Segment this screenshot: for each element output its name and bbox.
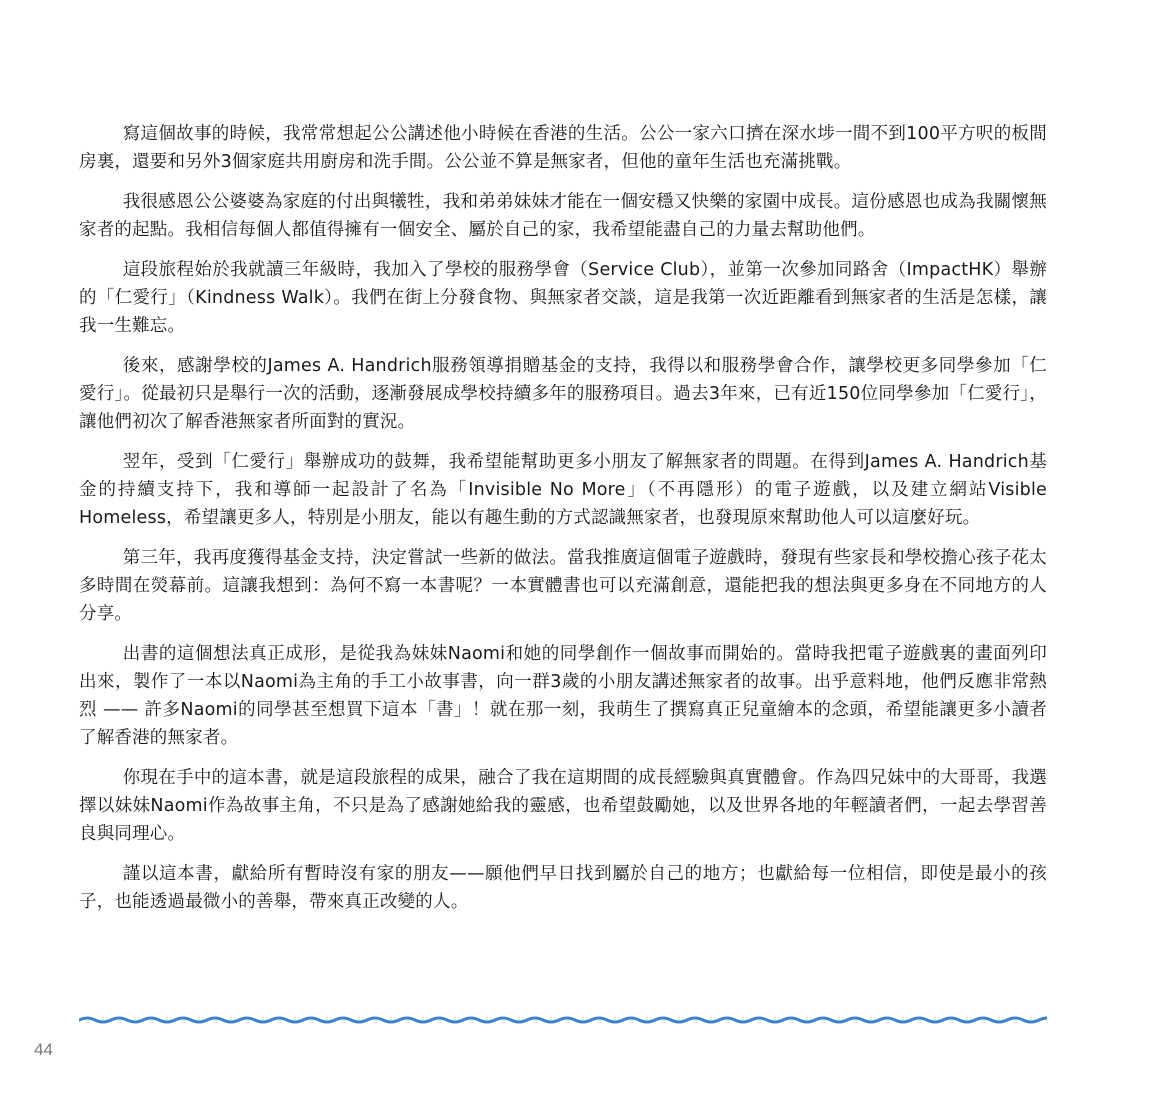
- paragraph-7: 出書的這個想法真正成形，是從我為妹妹Naomi和她的同學創作一個故事而開始的。當時我把電子遊戲裏的畫面列印出來，製作了一本以Naomi為主角的手工小故事書，向一群3歲的小朋友講述無家者的故事。出乎意料地，他們反應非常熱烈 —— 許多Naomi的同學甚至想買下這本「書」！就在那一刻，我萌生了撰寫真正兒童繪本的念頭，希望能讓更多小讀者了解香港的無家者。: [79, 644, 1047, 748]
- page-number: 44: [34, 1040, 53, 1059]
- paragraph-2: 我很感恩公公婆婆為家庭的付出與犧牲，我和弟弟妹妹才能在一個安穩又快樂的家園中成長。這份感恩也成為我關懷無家者的起點。我相信每個人都值得擁有一個安全、屬於自己的家，我希望能盡自己的力量去幫助他們。: [79, 192, 1047, 240]
- paragraph-3: 這段旅程始於我就讀三年級時，我加入了學校的服務學會（Service Club），並第一次參加同路舍（ImpactHK）舉辦的「仁愛行」（Kindness Walk）。我們在街上分發食物、與無家者交談，這是我第一次近距離看到無家者的生活是怎樣，讓我一生難忘。: [79, 260, 1047, 336]
- paragraph-1: 寫這個故事的時候，我常常想起公公講述他小時候在香港的生活。公公一家六口擠在深水埗一間不到100平方呎的板間房裏，還要和另外3個家庭共用廚房和洗手間。公公並不算是無家者，但他的童年生活也充滿挑戰。: [79, 124, 1047, 172]
- body-text: [79, 120, 1047, 928]
- paragraph-6: 第三年，我再度獲得基金支持，決定嘗試一些新的做法。當我推廣這個電子遊戲時，發現有些家長和學校擔心孩子花太多時間在熒幕前。這讓我想到：為何不寫一本書呢？一本實體書也可以充滿創意，還能把我的想法與更多身在不同地方的人分享。: [79, 548, 1047, 624]
- paragraph-8: 你現在手中的這本書，就是這段旅程的成果，融合了我在這期間的成長經驗與真實體會。作為四兄妹中的大哥哥，我選擇以妹妹Naomi作為故事主角，不只是為了感謝她給我的靈感，也希望鼓勵她，以及世界各地的年輕讀者們，一起去學習善良與同理心。: [79, 768, 1047, 844]
- paragraph-5: 翌年，受到「仁愛行」舉辦成功的鼓舞，我希望能幫助更多小朋友了解無家者的問題。在得到James A. Handrich基金的持續支持下，我和導師一起設計了名為「Invisible No More」（不再隱形）的電子遊戲，以及建立網站Visible Homeless，希望讓更多人，特別是小朋友，能以有趣生動的方式認識無家者，也發現原來幫助他人可以這麼好玩。: [79, 452, 1047, 528]
- wave-divider-icon: [79, 1010, 1047, 1030]
- paragraph-9: 謹以這本書，獻給所有暫時沒有家的朋友——願他們早日找到屬於自己的地方；也獻給每一位相信，即使是最小的孩子，也能透過最微小的善舉，帶來真正改變的人。: [79, 864, 1047, 912]
- paragraph-4: 後來，感謝學校的James A. Handrich服務領導捐贈基金的支持，我得以和服務學會合作，讓學校更多同學參加「仁愛行」。從最初只是舉行一次的活動，逐漸發展成學校持續多年的服務項目。過去3年來，已有近150位同學參加「仁愛行」，讓他們初次了解香港無家者所面對的實況。: [79, 356, 1047, 432]
